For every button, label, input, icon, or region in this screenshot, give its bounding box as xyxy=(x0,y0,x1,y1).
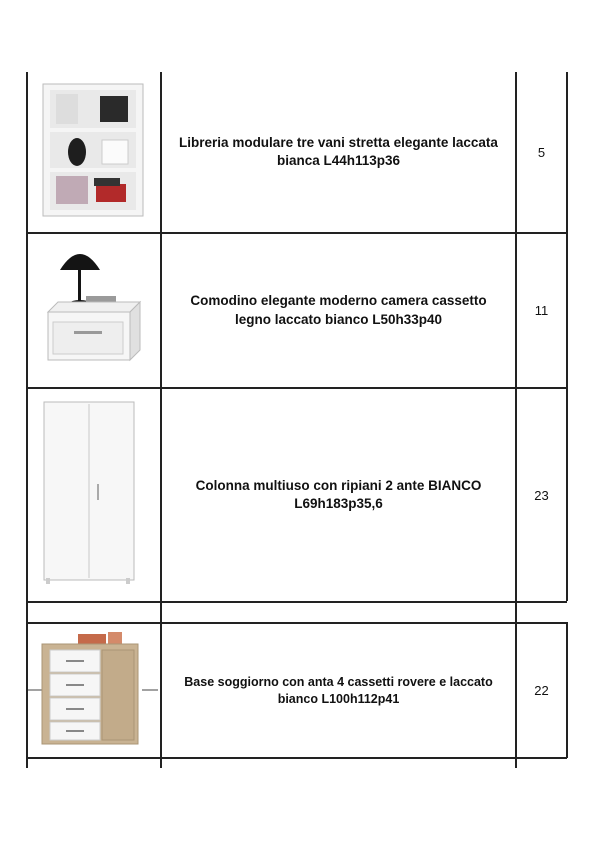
row-2-quantity: 11 xyxy=(534,303,549,318)
row-3-description: Colonna multiuso con ripiani 2 ante BIANCO L69h183p35,6 xyxy=(195,477,482,511)
sideboard-oak-white-icon xyxy=(28,630,158,755)
white-wardrobe-icon xyxy=(40,398,140,593)
row-1-quantity: 5 xyxy=(537,144,546,160)
nightstand-with-lamp-icon xyxy=(40,240,155,380)
white-bookcase-icon xyxy=(40,80,152,225)
row-1-description: Libreria modulare tre vani stretta elegante laccata bianca L44h113p36 xyxy=(179,134,498,168)
row-4-description: Base soggiorno con anta 4 cassetti rovere e laccato bianco L100h112p41 xyxy=(184,674,493,706)
row-3-quantity: 23 xyxy=(534,487,549,503)
table-border-right-lower xyxy=(566,622,568,758)
row-2-description: Comodino elegante moderno camera cassetto legno laccato bianco L50h33p40 xyxy=(190,293,487,327)
row-4-quantity: 22 xyxy=(534,683,549,698)
table-border-right xyxy=(566,72,568,601)
row-separator-3 xyxy=(26,601,567,603)
row-separator-5 xyxy=(26,757,567,759)
